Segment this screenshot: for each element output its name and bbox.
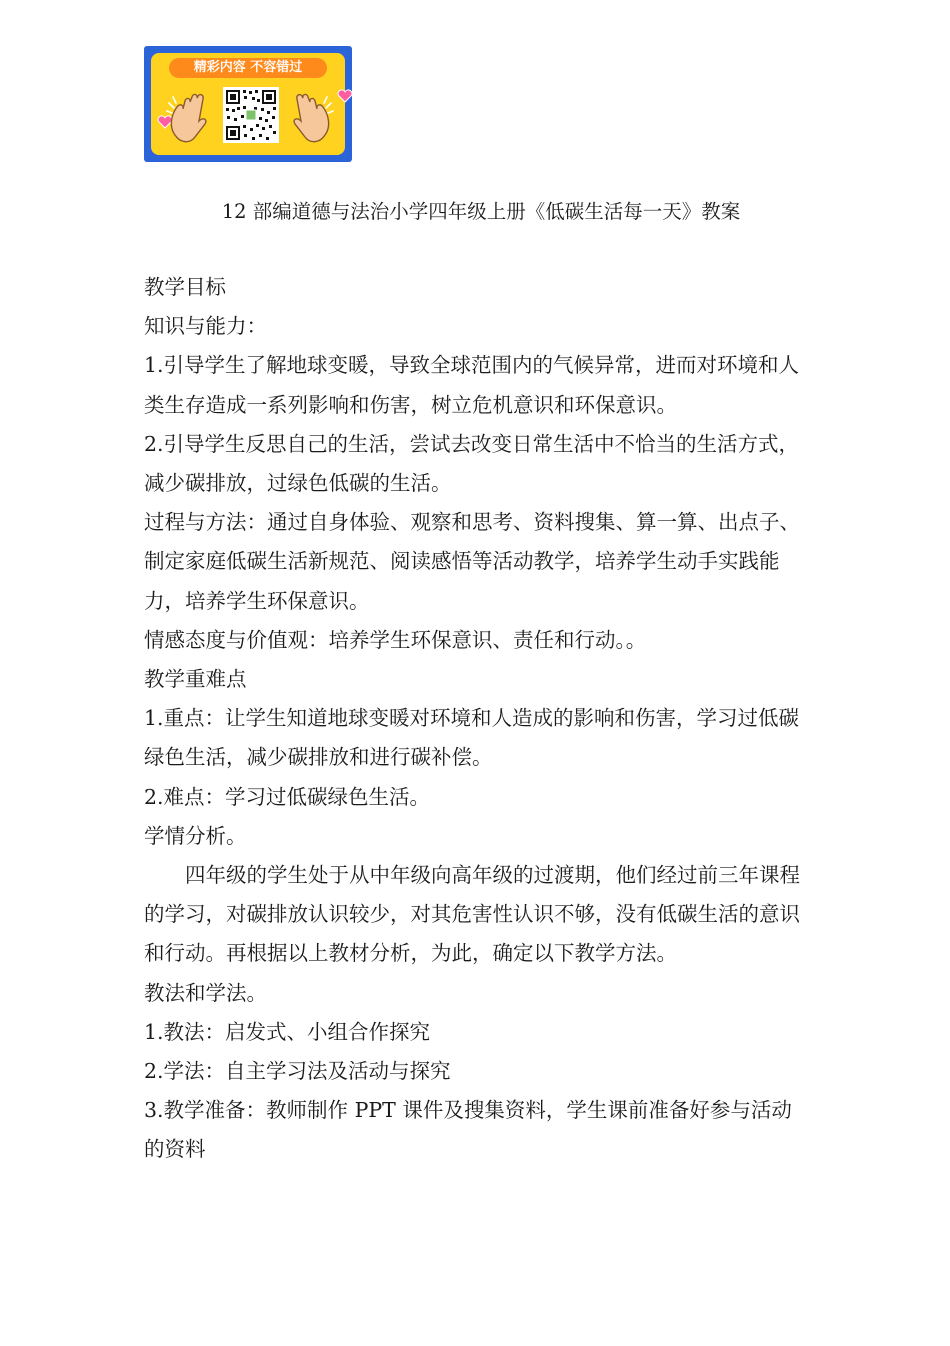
paragraph: 3.教学准备：教师制作 PPT 课件及搜集资料，学生课前准备好参与活动的资料 — [144, 1098, 792, 1162]
promo-banner[interactable] — [144, 46, 352, 162]
heart-icon — [337, 89, 352, 103]
paragraph: 过程与方法：通过自身体验、观察和思考、资料搜集、算一算、出点子、制定家庭低碳生活新规范、阅读感悟等活动教学，培养学生动手实践能力，培养学生环保意识。 — [144, 510, 800, 613]
promo-banner-panel — [151, 53, 345, 155]
document-body — [144, 268, 804, 1170]
paragraph: 情感态度与价值观：培养学生环保意识、责任和行动。。 — [144, 627, 647, 652]
clapping-hands-icon — [283, 91, 335, 147]
paragraph: 1.引导学生了解地球变暖，导致全球范围内的气候异常，进而对环境和人类生存造成一系列影响和伤害，树立危机意识和环保意识。 — [144, 353, 800, 417]
paragraph: 2.引导学生反思自己的生活，尝试去改变日常生活中不恰当的生活方式，减少碳排放，过绿色低碳的生活。 — [144, 431, 800, 496]
subsection-heading: 知识与能力： — [144, 314, 267, 339]
section-heading: 学情分析。 — [144, 823, 247, 848]
paragraph: 四年级的学生处于从中年级向高年级的过渡期，他们经过前三年课程的学习，对碳排放认识较少，对其危害性认识不够，没有低碳生活的意识和行动。再根据以上教材分析，为此，确定以下教学方法。 — [144, 863, 800, 966]
section-heading: 教法和学法。 — [144, 980, 267, 1005]
qr-code — [223, 87, 279, 143]
section-heading: 教学目标 — [144, 275, 226, 299]
paragraph: 2.学法：自主学习法及活动与探究 — [144, 1059, 451, 1084]
document-title: 12 部编道德与法治小学四年级上册《低碳生活每一天》教案 — [221, 200, 741, 223]
promo-headline: 精彩内容 不容错过 — [169, 58, 327, 78]
clapping-hands-icon — [165, 91, 217, 147]
paragraph: 1.教法：启发式、小组合作探究 — [144, 1019, 431, 1044]
paragraph: 1.重点：让学生知道地球变暖对环境和人造成的影响和伤害，学习过低碳绿色生活，减少碳排放和进行碳补偿。 — [144, 706, 800, 770]
section-heading: 教学重难点 — [144, 667, 247, 692]
paragraph: 2.难点：学习过低碳绿色生活。 — [144, 784, 431, 809]
